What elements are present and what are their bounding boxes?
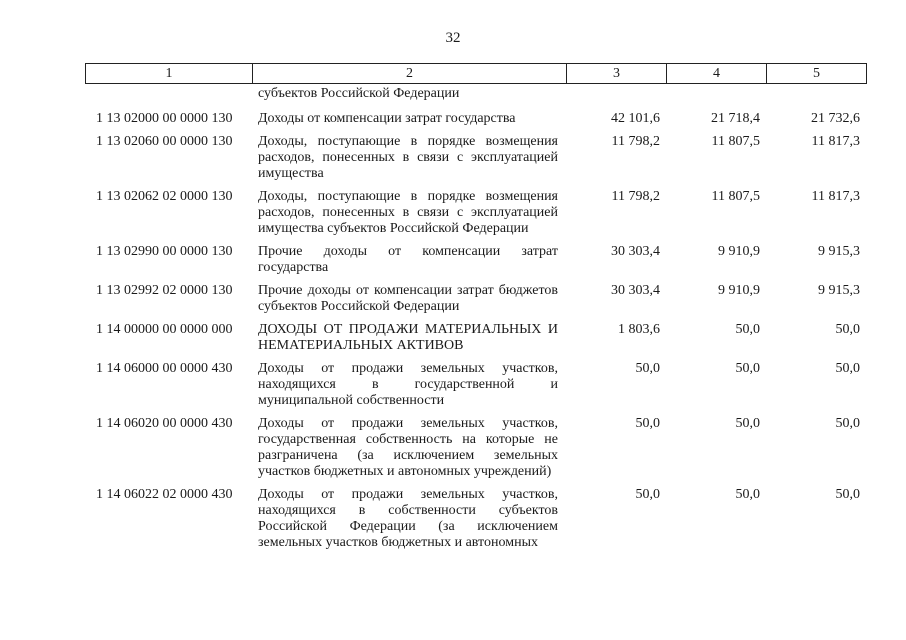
income-name: Доходы от продажи земельных участков, находящихся в собственности субъектов Российской Федерации (за исключением земельных участков бюджетных и автономных (258, 487, 558, 550)
column-header-table (85, 63, 867, 84)
income-name: ДОХОДЫ ОТ ПРОДАЖИ МАТЕРИАЛЬНЫХ И НЕМАТЕРИАЛЬНЫХ АКТИВОВ (258, 322, 558, 353)
value-col-5: 50,0 (835, 487, 860, 502)
value-col-4: 50,0 (735, 487, 760, 502)
budget-code: 1 13 02990 00 0000 130 (96, 244, 233, 259)
value-col-4: 9 910,9 (718, 244, 760, 259)
value-col-5: 50,0 (835, 361, 860, 376)
continuation-row (0, 86, 906, 102)
table-body (0, 86, 906, 558)
value-col-3: 50,0 (635, 361, 660, 376)
income-name: Доходы от продажи земельных участков, находящихся в государственной и муниципальной собственности (258, 361, 558, 408)
column-header-5: 5 (767, 64, 867, 84)
table-row (0, 111, 906, 127)
table-row (0, 487, 906, 551)
value-col-5: 11 817,3 (811, 134, 860, 149)
income-name: Прочие доходы от компенсации затрат бюджетов субъектов Российской Федерации (258, 283, 558, 314)
table-row (0, 189, 906, 237)
value-col-3: 11 798,2 (611, 134, 660, 149)
table-row (0, 283, 906, 315)
column-header-row (86, 64, 867, 84)
value-col-3: 11 798,2 (611, 189, 660, 204)
budget-code: 1 14 00000 00 0000 000 (96, 322, 233, 337)
value-col-5: 9 915,3 (818, 283, 860, 298)
value-col-3: 42 101,6 (611, 111, 660, 126)
value-col-4: 50,0 (735, 361, 760, 376)
value-col-5: 21 732,6 (811, 111, 860, 126)
income-name: Доходы, поступающие в порядке возмещения расходов, понесенных в связи с эксплуатацией имущества субъектов Российской Федерации (258, 189, 558, 236)
table-row (0, 244, 906, 276)
column-header-3: 3 (567, 64, 667, 84)
income-name: Доходы, поступающие в порядке возмещения расходов, понесенных в связи с эксплуатацией имущества (258, 134, 558, 181)
value-col-5: 11 817,3 (811, 189, 860, 204)
value-col-4: 21 718,4 (711, 111, 760, 126)
income-name: Доходы от компенсации затрат государства (258, 111, 516, 126)
value-col-4: 11 807,5 (711, 134, 760, 149)
value-col-3: 50,0 (635, 416, 660, 431)
table-row (0, 322, 906, 354)
table-row (0, 361, 906, 409)
page-number: 32 (445, 30, 461, 46)
budget-code: 1 13 02062 02 0000 130 (96, 189, 233, 204)
budget-code: 1 14 06000 00 0000 430 (96, 361, 233, 376)
continuation-text: субъектов Российской Федерации (258, 86, 460, 101)
budget-code: 1 13 02000 00 0000 130 (96, 111, 233, 126)
value-col-4: 50,0 (735, 322, 760, 337)
value-col-3: 30 303,4 (611, 283, 660, 298)
table-row (0, 416, 906, 480)
value-col-5: 50,0 (835, 322, 860, 337)
income-name: Доходы от продажи земельных участков, государственная собственность на которые не разграничена (за исключением земельных участков бюджетных и автономных учреждений) (258, 416, 558, 479)
budget-code: 1 14 06022 02 0000 430 (96, 487, 233, 502)
value-col-4: 50,0 (735, 416, 760, 431)
column-header-2: 2 (253, 64, 567, 84)
value-col-4: 9 910,9 (718, 283, 760, 298)
income-name: Прочие доходы от компенсации затрат государства (258, 244, 558, 275)
value-col-3: 1 803,6 (618, 322, 660, 337)
budget-code: 1 14 06020 00 0000 430 (96, 416, 233, 431)
value-col-3: 30 303,4 (611, 244, 660, 259)
table-row (0, 134, 906, 182)
value-col-5: 9 915,3 (818, 244, 860, 259)
value-col-4: 11 807,5 (711, 189, 760, 204)
value-col-3: 50,0 (635, 487, 660, 502)
budget-code: 1 13 02060 00 0000 130 (96, 134, 233, 149)
value-col-5: 50,0 (835, 416, 860, 431)
column-header-4: 4 (667, 64, 767, 84)
column-header-1: 1 (86, 64, 253, 84)
budget-code: 1 13 02992 02 0000 130 (96, 283, 233, 298)
